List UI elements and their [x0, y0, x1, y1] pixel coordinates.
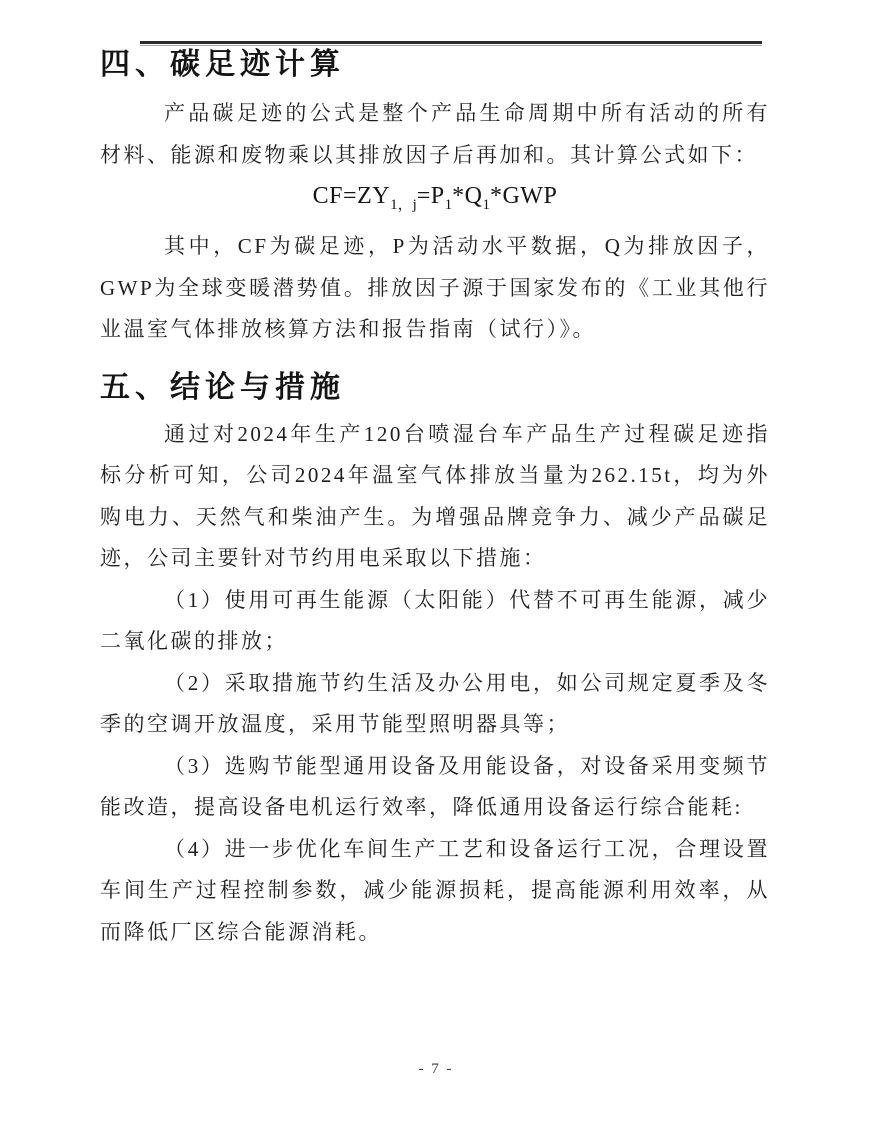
section-carbon-footprint-calculation: [100, 46, 770, 351]
formula-eq-p: =P: [416, 183, 445, 209]
section-5-paragraph-1: 通过对2024年生产120台喷湿台车产品生产过程碳足迹指标分析可知，公司2024年温室气体排放当量为262.15t，均为外购电力、天然气和柴油产生。为增强品牌竞争力、减少产品碳足迹，公司主要针对节约用电采取以下措施：: [100, 421, 770, 571]
section-conclusions-and-measures: [100, 369, 770, 954]
page-footer: [0, 1060, 872, 1078]
formula-subscript-1j: 1，j: [390, 196, 417, 213]
measure-item-2: （2）采取措施节约生活及办公用电，如公司规定夏季及冬季的空调开放温度，采用节能型照明器具等；: [100, 670, 770, 737]
formula-post: *GWP: [489, 183, 558, 209]
measure-item-4: （4）进一步优化车间生产工艺和设备运行工况，合理设置车间生产过程控制参数，减少能源损耗，提高能源利用效率，从而降低厂区综合能源消耗。: [100, 836, 770, 944]
formula-subscript-p1: 1: [444, 196, 453, 213]
section-4-paragraph-2: 其中，CF为碳足迹，P为活动水平数据，Q为排放因子，GWP为全球变暖潜势值。排放因子源于国家发布的《工业其他行业温室气体排放核算方法和报告指南（试行）》。: [100, 234, 770, 342]
section-4-heading: 四、碳足迹计算: [100, 48, 345, 81]
formula-pre: CF=ZY: [312, 183, 391, 209]
measure-item-3: （3）选购节能型通用设备及用能设备，对设备采用变频节能改造，提高设备电机运行效率，降低通用设备运行综合能耗:: [100, 753, 770, 820]
page-content: [100, 46, 770, 953]
page-number: - 7 -: [418, 1061, 454, 1077]
section-4-paragraph-1: 产品碳足迹的公式是整个产品生命周期中所有活动的所有材料、能源和废物乘以其排放因子后再加和。其计算公式如下：: [100, 101, 770, 167]
formula-subscript-q1: 1: [482, 196, 490, 213]
measure-item-1: （1）使用可再生能源（太阳能）代替不可再生能源，减少二氧化碳的排放；: [100, 587, 770, 654]
formula-times-q: *Q: [452, 183, 483, 209]
carbon-footprint-formula: [100, 176, 770, 226]
section-5-heading: 五、结论与措施: [100, 370, 345, 404]
